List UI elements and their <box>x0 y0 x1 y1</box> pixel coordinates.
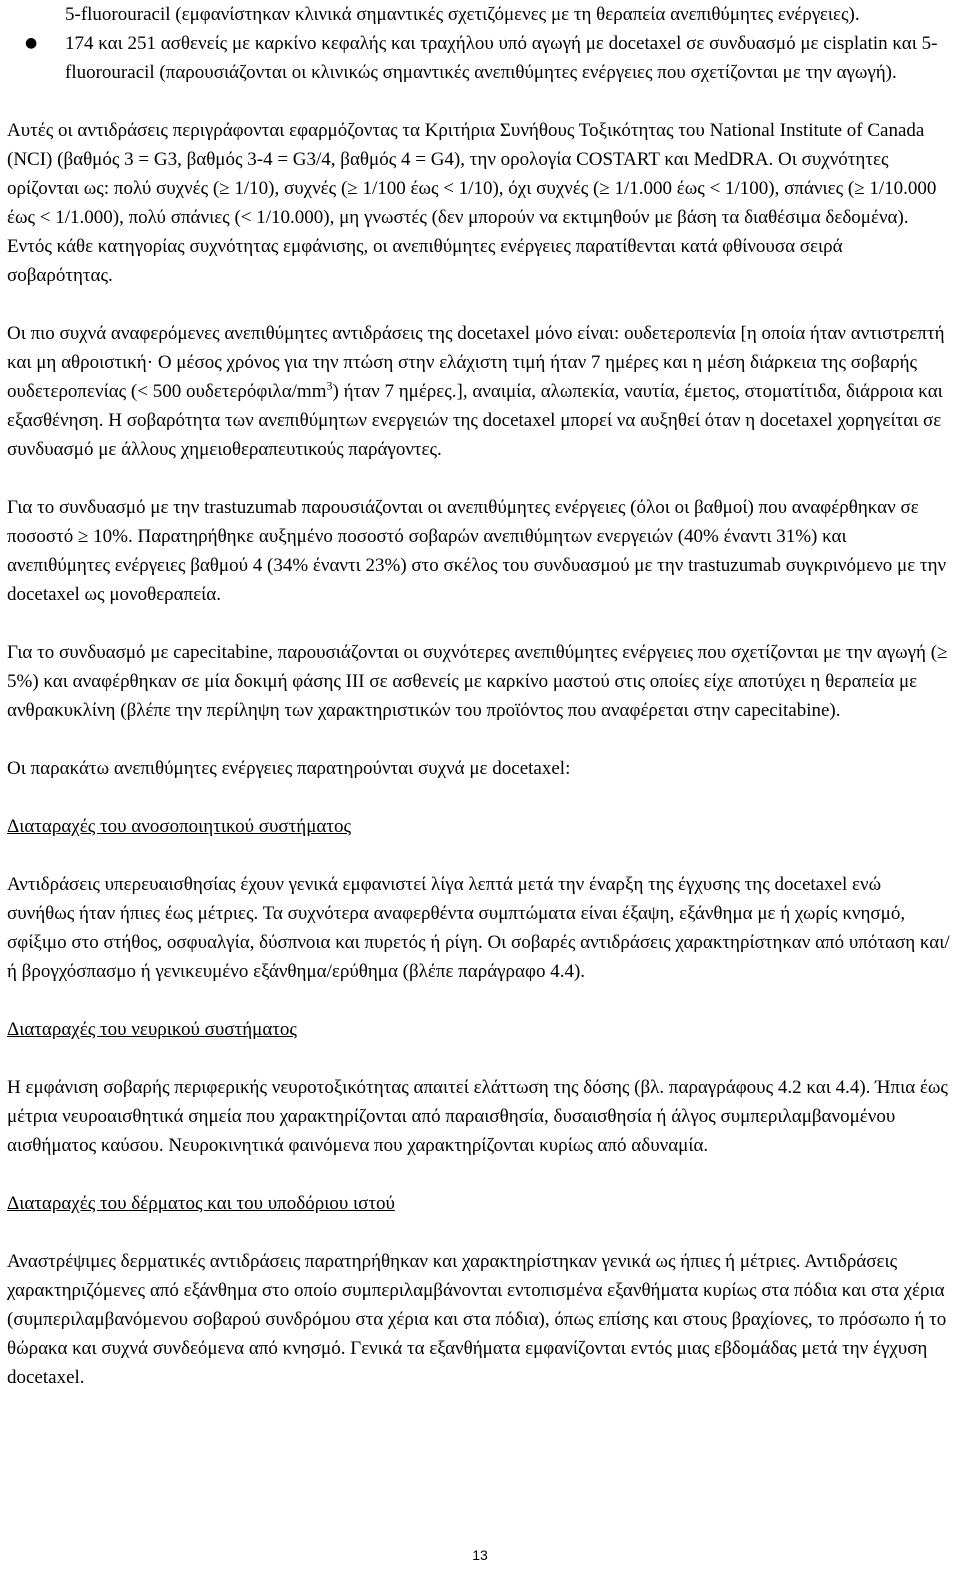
spacer <box>7 841 953 870</box>
list-item <box>7 29 953 87</box>
paragraph-common-part-b: ) ήταν 7 ημέρες.], αναιμία, αλωπεκία, ναυτία, έμετος, στοματίτιδα, διάρροια και εξασθένηση. Η σοβαρότητα των ανεπιθύμητων ενεργειών της docetaxel μπορεί να αυξηθεί όταν η docetaxel χορηγείται σε συνδυασμό με άλλους χημειοθεραπευτικούς παράγοντες. <box>7 381 943 460</box>
spacer <box>7 725 953 754</box>
paragraph-nervous: Η εμφάνιση σοβαρής περιφερικής νευροτοξικότητας απαιτεί ελάττωση της δόσης (βλ. παραγράφους 4.2 και 4.4). Ήπια έως μέτρια νευροαισθητικά σημεία που χαρακτηρίζονται από παραισθησία, δυσαισθησία ή άλγος συμπεριλαμβανομένου αισθήματος καύσου. Νευροκινητικά φαινόμενα που χαρακτηρίζονται κυρίως από αδυναμία. <box>7 1077 948 1156</box>
paragraph-immune: Αντιδράσεις υπερευαισθησίας έχουν γενικά εμφανιστεί λίγα λεπτά μετά την έναρξη της έγχυσης της docetaxel ενώ συνήθως ήταν ήπιες έως μέτριες. Τα συχνότερα αναφερθέντα συμπτώματα είναι έξαψη, εξάνθημα με ή χωρίς κνησμό, σφίξιμο στο στήθος, οσφυαλγία, δύσπνοια και πυρετός ή ρίγη. Οι σοβαρές αντιδράσεις χαρακτηρίστηκαν από υπόταση και/ή βρογχόσπασμο ή γενικευμένο εξάνθημα/ερύθημα (βλέπε παράγραφο 4.4). <box>7 874 950 982</box>
spacer <box>7 986 953 1015</box>
spacer <box>7 290 953 319</box>
paragraph-criteria: Αυτές οι αντιδράσεις περιγράφονται εφαρμόζοντας τα Κριτήρια Συνήθους Τοξικότητας του National Institute of Canada (NCI) (βαθμός 3 = G3, βαθμός 3-4 = G3/4, βαθμός 4 = G4), την ορολογία COSTART και MedDRA. Οι συχνότητες ορίζονται ως: πολύ συχνές (≥ 1/10), συχνές (≥ 1/100 έως < 1/10), όχι συχνές (≥ 1/1.000 έως < 1/100), σπάνιες (≥ 1/10.000 έως < 1/1.000), πολύ σπάνιες (< 1/10.000), μη γνωστές (δεν μπορούν να εκτιμηθούν με βάση τα διαθέσιμα δεδομένα). Εντός κάθε κατηγορίας συχνότητας εμφάνισης, οι ανεπιθύμητες ενέργειες παρατίθενται κατά φθίνουσα σειρά σοβαρότητας. <box>7 120 937 286</box>
bullet-text: 174 και 251 ασθενείς με καρκίνο κεφαλής και τραχήλου υπό αγωγή με docetaxel σε συνδυασμό με cisplatin και 5-fluorouracil (παρουσιάζονται οι κλινικώς σημαντικές ανεπιθύμητες ενέργειες που σχετίζονται με την αγωγή). <box>65 33 938 83</box>
spacer <box>7 1160 953 1189</box>
paragraph-common-reactions <box>7 319 953 464</box>
document-page <box>7 0 953 1392</box>
spacer <box>7 464 953 493</box>
section-heading-immune: Διαταραχές του ανοσοποιητικού συστήματος <box>7 816 352 837</box>
continuation-paragraph: 5-fluorouracil (εμφανίστηκαν κλινικά σημαντικές σχετιζόμενες με τη θεραπεία ανεπιθύμητες ενέργειες). <box>65 4 860 25</box>
superscript-exponent: 3 <box>326 378 333 393</box>
bullet-list <box>7 29 953 87</box>
spacer <box>7 609 953 638</box>
section-heading-skin: Διαταραχές του δέρματος και του υποδόριου ιστού <box>7 1193 395 1214</box>
spacer <box>7 1044 953 1073</box>
section-heading-nervous: Διαταραχές του νευρικού συστήματος <box>7 1019 297 1040</box>
page-number: 13 <box>472 1547 488 1563</box>
paragraph-trastuzumab: Για το συνδυασμό με την trastuzumab παρουσιάζονται οι ανεπιθύμητες ενέργειες (όλοι οι βαθμοί) που αναφέρθηκαν σε ποσοστό ≥ 10%. Παρατηρήθηκε αυξημένο ποσοστό σοβαρών ανεπιθύμητων ενεργειών (40% έναντι 31%) και ανεπιθύμητες ενέργειες βαθμού 4 (34% έναντι 23%) στο σκέλος του συνδυασμού με την trastuzumab συγκρινόμενο με την docetaxel ως μονοθεραπεία. <box>7 497 947 605</box>
spacer <box>7 87 953 116</box>
paragraph-capecitabine: Για το συνδυασμό με capecitabine, παρουσιάζονται οι συχνότερες ανεπιθύμητες ενέργειες που σχετίζονται με την αγωγή (≥ 5%) και αναφέρθηκαν σε μία δοκιμή φάσης ΙΙΙ σε ασθενείς με καρκίνο μαστού στις οποίες είχε αποτύχει η θεραπεία με ανθρακυκλίνη (βλέπε την περίληψη των χαρακτηριστικών του προϊόντος που αναφέρεται στην capecitabine). <box>7 642 948 721</box>
paragraph-common-part-a: Οι πιο συχνά αναφερόμενες ανεπιθύμητες αντιδράσεις της docetaxel μόνο είναι: ουδετεροπενία [η οποία ήταν αντιστρεπτή και μη αθροιστική· Ο μέσος χρόνος για την πτώση στην ελάχιστη τιμή ήταν 7 ημέρες και η μέση διάρκεια της σοβαρής ουδετεροπενίας (< 500 ουδετερόφιλα/mm <box>7 323 945 402</box>
spacer <box>7 783 953 812</box>
paragraph-skin: Αναστρέψιμες δερματικές αντιδράσεις παρατηρήθηκαν και χαρακτηρίστηκαν γενικά ως ήπιες ή μέτριες. Αντιδράσεις χαρακτηριζόμενες από εξάνθημα στο οποίο συμπεριλαμβάνονται εντοπισμένα εξανθήματα κυρίως στα πόδια και στα χέρια (συμπεριλαμβανόμενου σοβαρού συνδρόμου στα χέρια και στα πόδια), όπως επίσης και στους βραχίονες, το πρόσωπο ή το θώρακα και συχνά συνδεόμενα από κνησμό. Γενικά τα εξανθήματα εμφανίζονται εντός μιας εβδομάδας μετά την έγχυση docetaxel. <box>7 1251 947 1388</box>
bullet-icon: ● <box>25 35 38 51</box>
paragraph-intro-list: Οι παρακάτω ανεπιθύμητες ενέργειες παρατηρούνται συχνά με docetaxel: <box>7 758 571 779</box>
spacer <box>7 1218 953 1247</box>
